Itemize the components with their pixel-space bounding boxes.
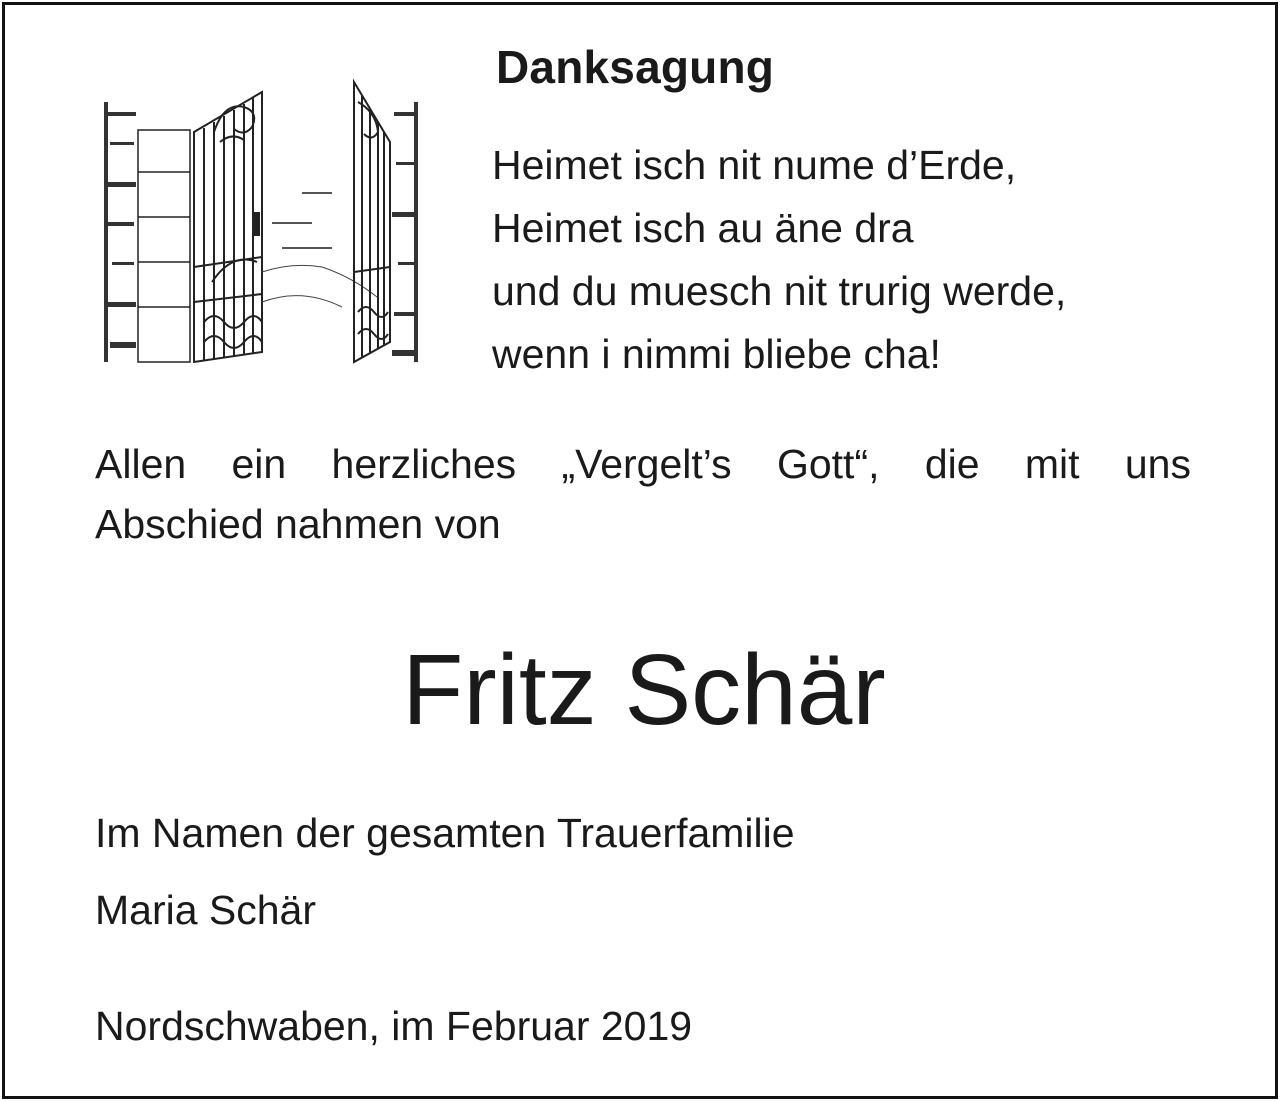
thanks-paragraph bbox=[95, 434, 1191, 554]
poem-line: und du muesch nit trurig werde, bbox=[492, 268, 1067, 314]
thanks-line-1 bbox=[95, 434, 1191, 494]
thanks-word: uns bbox=[1124, 441, 1191, 487]
thanks-word: herzliches bbox=[331, 441, 517, 487]
poem bbox=[492, 134, 1066, 386]
thanks-word: „Vergelt’s bbox=[561, 441, 732, 487]
thanks-word: ein bbox=[231, 441, 287, 487]
notice-heading: Danksagung bbox=[496, 41, 775, 93]
deceased-name: Fritz Schär bbox=[402, 634, 886, 746]
thanks-word: mit bbox=[1024, 441, 1080, 487]
poem-line: Heimet isch au äne dra bbox=[492, 205, 914, 251]
signatory: Maria Schär bbox=[95, 887, 317, 933]
poem-line: Heimet isch nit nume d’Erde, bbox=[492, 142, 1017, 188]
thanks-word: die bbox=[924, 441, 980, 487]
thanks-word: Allen bbox=[95, 441, 187, 487]
place-date: Nordschwaben, im Februar 2019 bbox=[95, 1003, 693, 1049]
open-iron-gate-icon bbox=[102, 72, 420, 370]
thanks-line-2: Abschied nahmen von bbox=[95, 501, 501, 547]
thanks-word: Gott“, bbox=[776, 441, 880, 487]
family-line: Im Namen der gesamten Trauerfamilie bbox=[95, 810, 795, 856]
poem-line: wenn i nimmi bliebe cha! bbox=[492, 331, 941, 377]
